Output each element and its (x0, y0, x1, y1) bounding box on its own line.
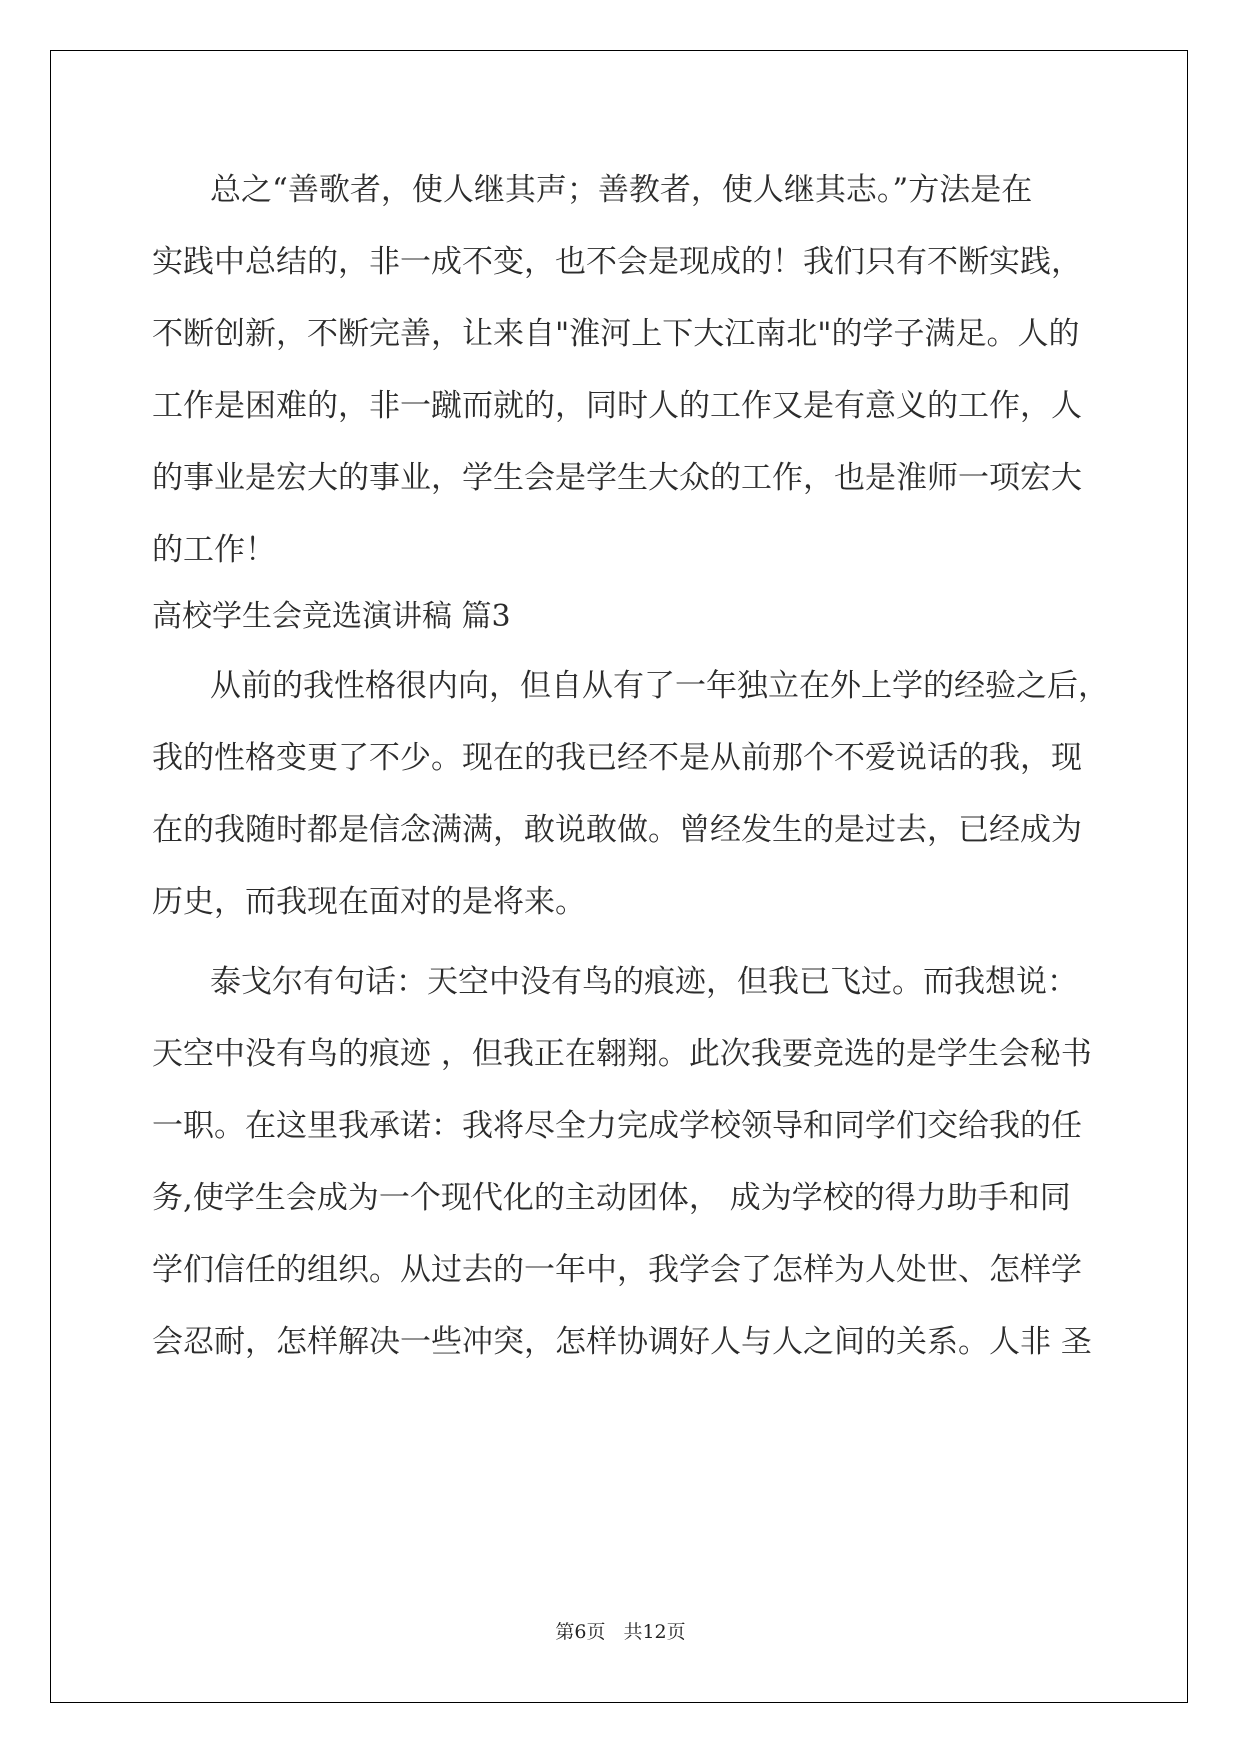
total-pages: 共12页 (623, 1621, 686, 1643)
page-number: 第6页 (555, 1621, 606, 1643)
paragraph-line: 务,使学生会成为一个现代化的主动团体， 成为学校的得力助手和同 (152, 1180, 1071, 1216)
paragraph-line: 工作是困难的，非一蹴而就的，同时人的工作又是有意义的工作，人 (152, 388, 1082, 424)
paragraph-line: 实践中总结的，非一成不变，也不会是现成的！我们只有不断实践， (152, 244, 1082, 280)
paragraph-line: 不断创新，不断完善，让来自"淮河上下大江南北"的学子满足。人的 (152, 316, 1080, 352)
paragraph-line: 的工作！ (152, 532, 276, 568)
paragraph-line: 在的我随时都是信念满满，敢说敢做。曾经发生的是过去，已经成为 (152, 812, 1082, 848)
paragraph-line: 的事业是宏大的事业，学生会是学生大众的工作，也是淮师一项宏大 (152, 460, 1082, 496)
paragraph-line: 历史，而我现在面对的是将来。 (152, 884, 586, 920)
paragraph-line: 总之“善歌者，使人继其声；善教者，使人继其志。”方法是在 (210, 172, 1033, 208)
paragraph-line: 泰戈尔有句话：天空中没有鸟的痕迹，但我已飞过。而我想说： (210, 964, 1078, 1000)
paragraph-line: 天空中没有鸟的痕迹 ，但我正在翱翔。此次我要竞选的是学生会秘书 (152, 1036, 1092, 1072)
page-border (50, 50, 1188, 1703)
page-footer (0, 1617, 1241, 1644)
paragraph-line: 会忍耐，怎样解决一些冲突，怎样协调好人与人之间的关系。人非 圣 (152, 1324, 1092, 1360)
paragraph-line: 一职。在这里我承诺：我将尽全力完成学校领导和同学们交给我的任 (152, 1108, 1082, 1144)
section-heading: 高校学生会竞选演讲稿 篇3 (152, 599, 511, 634)
paragraph-line: 我的性格变更了不少。现在的我已经不是从前那个不爱说话的我，现 (152, 740, 1082, 776)
paragraph-line: 从前的我性格很内向，但自从有了一年独立在外上学的经验之后， (210, 668, 1109, 704)
paragraph-line: 学们信任的组织。从过去的一年中，我学会了怎样为人处世、怎样学 (152, 1252, 1082, 1288)
